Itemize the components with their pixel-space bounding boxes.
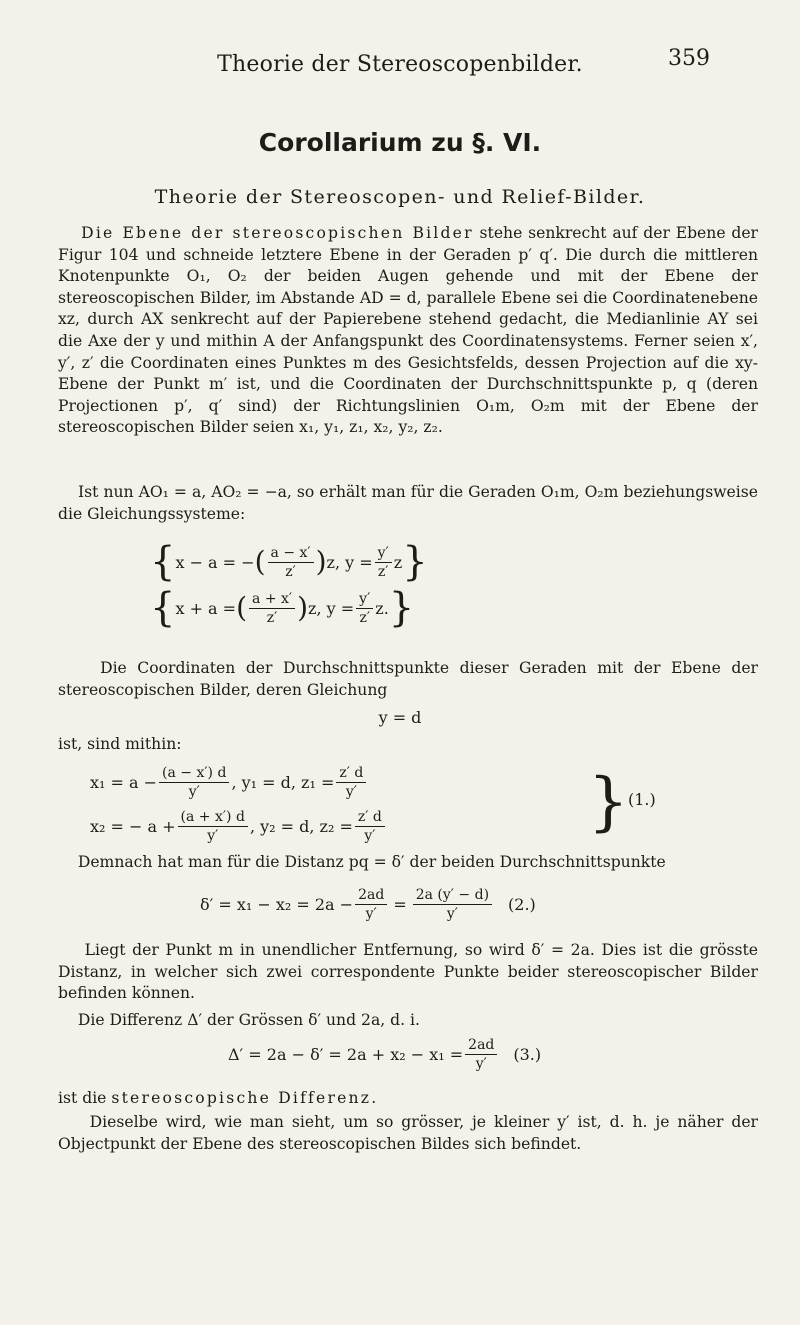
book-page: Theorie der Stereoscopenbilder. 359 Corollarium zu §. VI. Theorie der Stereoscopen- und Relief-Bilder. Die Ebene der stereoscopischen Bilder stehe senkrecht auf der Ebene der Figur 104 und schneide letztere Ebene in der Geraden p′ q′. Die durch die mittleren Knotenpunkte O₁, O₂ der beiden Augen gehende und mit der Ebene der stereoscopischen Bilder, im Abstande AD = d, parallele Ebene sei die Coordinatenebene xz, durch AX senkrecht auf der Papierebene stehend gedacht, die Medianlinie AY sei die Axe der y und mithin A der Anfangspunkt des Coordinatensystems. Ferner seien x′, y′, z′ die Coordinaten eines Punktes m des Gesichtsfelds, dessen Projection auf die xy-Ebene der Punkt m′ ist, und die Coordinaten der Durchschnittspunkte p, q (deren Projectionen p′, q′ sind) der Richtungslinien O₁m, O₂m mit der Ebene der stereoscopischen Bilder seien x₁, y₁, z₁, x₂, y₂, z₂. Ist nun AO₁ = a, AO₂ = −a, so erhält man für die Geraden O₁m, O₂m beziehungsweise die Gleichungssysteme: { x − a = − ( $\frac{a - x'}{z'}$ ) z, y = $\frac{y'}{z'}$ z } { x + a = ( $\frac{a + x'}{z'}$ ) z, y = $\frac{y'}{z'}$ z. } Die Coordinaten der Durchschnittspunkte dieser Geraden mit der Ebene der stereoscopischen Bilder, deren Gleichung y = d ist, sind mithin: x₁ = a − $\frac{(a - x') d}{y'}$ , y₁ = d, z₁ = $\frac{z' d}{y'}$ x₂ = − a + $\frac{(a + x') d}{y'}$ , y₂ = d, z₂ = $\frac{z' d}{y'}$ } (1.) Demnach hat man für die Distanz pq = δ′ der beiden Durchschnittspunkte δ′ = x₁ − x₂ = 2a − $\frac{2ad}{y'}$ = $\frac{2a (y' - d)}{y'}$ (2.) Liegt der Punkt m in unendlicher Entfernung, so wird δ′ = 2a. Dies ist die grösste Distanz, in welcher sich zwei correspondente Punkte beider stereoscopischer Bilder befinden können. Die Differenz Δ′ der Grössen δ′ und 2a, d. i. Δ′ = 2a − δ′ = 2a + x₂ − x₁ = $\frac{2ad}{y'}$ (3.) ist die stereoscopische Differenz. Dieselbe wird, wie man sieht, um so grösser, je kleiner y′ ist, d. h. je näher der Objectpunkt der Ebene des stereoscopischen Bildes sich befindet. <box>0 0 800 1325</box>
paragraph-origin-text: Ist nun AO₁ = a, AO₂ = −a, so erhält man für die Geraden O₁m, O₂m beziehungsweise die Gleichungssysteme: <box>58 483 759 523</box>
paragraph-conclusion <box>58 1112 758 1155</box>
line-equations <box>150 539 428 631</box>
running-head: Theorie der Stereoscopenbilder. <box>217 52 583 77</box>
chapter-title: Corollarium zu §. VI. <box>258 128 542 157</box>
paragraph-hence <box>58 734 758 756</box>
paragraph-conclusion-text: Dieselbe wird, wie man sieht, um so grösser, je kleiner y′ ist, d. h. je näher der Objectpunkt der Ebene des stereoscopischen Bildes sich befindet. <box>58 1113 759 1153</box>
paragraph-intersection-text: Die Coordinaten der Durchschnittspunkte dieser Geraden mit der Ebene der stereoscopischen Bilder, deren Gleichung <box>58 659 759 699</box>
equation-number-2: (2.) <box>508 894 536 914</box>
difference-equation: Δ′ = 2a − δ′ = 2a + x₂ − x₁ = $\frac{2ad}{y'}$ (3.) <box>228 1036 542 1072</box>
plane-equation: y = d <box>378 708 422 727</box>
line-equation-row-1: { x − a = − ( $\frac{a - x'}{z'}$ ) z, y = $\frac{y'}{z'}$ z } <box>150 539 428 585</box>
paragraph-infinite <box>58 940 758 1005</box>
coordinates-equations <box>90 760 387 848</box>
equation-number-3: (3.) <box>513 1044 542 1064</box>
coordinates-row-2: x₂ = − a + $\frac{(a + x') d}{y'}$ , y₂ = d, z₂ = $\frac{z' d}{y'}$ <box>90 804 387 848</box>
paragraph-intro-body: stehe senkrecht auf der Ebene der Figur 104 und schneide letztere Ebene in der Geraden p′ q′. Die durch die mittleren Knotenpunkte O₁, O₂ der beiden Augen gehende und mit der Ebene der stereoscopischen Bilder, im Abstande AD = d, parallele Ebene sei die Coordinatenebene xz, durch AX senkrecht auf der Papierebene stehend gedacht, die Medianlinie AY sei die Axe der y und mithin A der Anfangspunkt des Coordinatensystems. Ferner seien x′, y′, z′ die Coordinaten eines Punktes m des Gesichtsfelds, dessen Projection auf die xy-Ebene der Punkt m′ ist, und die Coordinaten der Durchschnittspunkte p, q (deren Projectionen p′, q′ sind) der Richtungslinien O₁m, O₂m mit der Ebene der stereoscopischen Bilder seien x₁, y₁, z₁, x₂, y₂, z₂. <box>58 224 759 437</box>
page-number: 359 <box>668 46 710 71</box>
distance-equation: δ′ = x₁ − x₂ = 2a − $\frac{2ad}{y'}$ = $\frac{2a (y' - d)}{y'}$ (2.) <box>200 886 536 922</box>
section-title: Theorie der Stereoscopen- und Relief-Bilder. <box>154 186 646 208</box>
paragraph-infinite-text: Liegt der Punkt m in unendlicher Entfernung, so wird δ′ = 2a. Dies ist die grösste Distanz, in welcher sich zwei correspondente Punkte beider stereoscopischer Bilder befinden können. <box>58 941 759 1003</box>
coordinates-row-1: x₁ = a − $\frac{(a - x') d}{y'}$ , y₁ = d, z₁ = $\frac{z' d}{y'}$ <box>90 760 387 804</box>
paragraph-difference <box>58 1010 758 1032</box>
stereo-difference-term: stereoscopische Differenz <box>111 1089 372 1107</box>
paragraph-intro <box>58 223 758 439</box>
paragraph-distance-text: Demnach hat man für die Distanz pq = δ′ der beiden Durchschnittspunkte <box>77 853 666 871</box>
paragraph-hence-text: ist, sind mithin: <box>58 735 182 753</box>
paragraph-stereo-difference: ist die stereoscopische Differenz. <box>58 1089 377 1107</box>
paragraph-intersection <box>58 658 758 701</box>
line-equation-row-2: { x + a = ( $\frac{a + x'}{z'}$ ) z, y = $\frac{y'}{z'}$ z. } <box>150 585 415 631</box>
equation-number-1: (1.) <box>628 790 656 809</box>
paragraph-distance <box>58 852 758 874</box>
paragraph-intro-lead: Die Ebene der stereoscopischen Bilder <box>81 224 474 242</box>
paragraph-origin <box>58 482 758 525</box>
paragraph-difference-text: Die Differenz Δ′ der Grössen δ′ und 2a, d. i. <box>77 1011 420 1029</box>
